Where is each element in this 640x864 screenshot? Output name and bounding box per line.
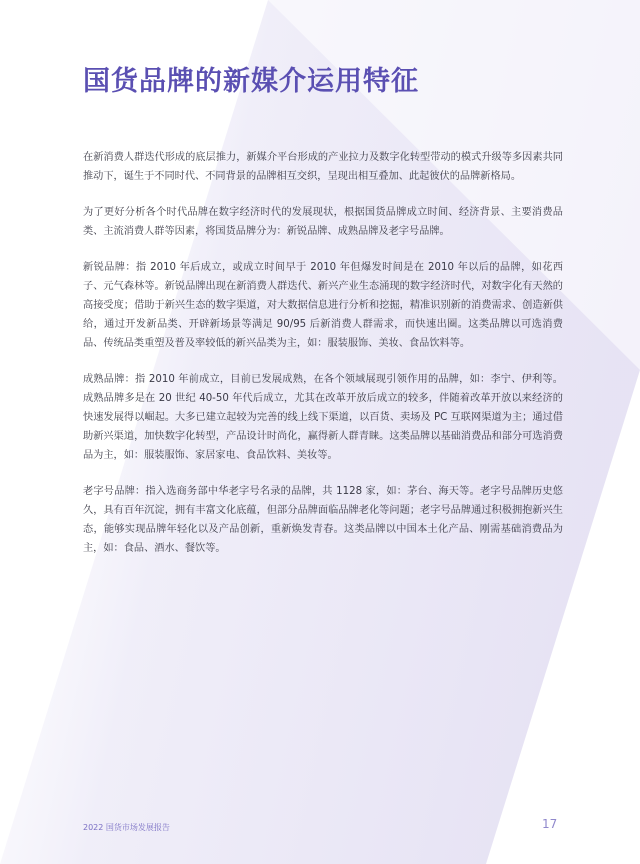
page-content <box>83 64 563 575</box>
paragraph-emerging-brands: 新锐品牌：指 2010 年后成立，或成立时间早于 2010 年但爆发时间是在 2010 年以后的品牌，如花西子、元气森林等。新锐品牌出现在新消费人群迭代、新兴产业生态涌现的数字经济时代，对数字化有天然的高接受度；借助于新兴生态的数字渠道，对大数据信息进行分析和挖掘，精准识别新的消费需求、创造新供给，通过开发新品类、开辟新场景等满足 90/95 后新消费人群需求，而快速出圈。这类品牌以可选消费品、传统品类重塑及普及率较低的新兴品类为主，如：服装服饰、美妆、食品饮料等。 <box>83 262 563 349</box>
footer-report-name: 2022 国货市场发展报告 <box>83 823 170 832</box>
paragraph-intro: 在新消费人群迭代形成的底层推力，新媒介平台形成的产业拉力及数字化转型带动的模式升级等多因素共同推动下，诞生于不同时代、不同背景的品牌相互交织，呈现出相互叠加、此起彼伏的品牌新格局。 <box>83 152 563 182</box>
page-title: 国货品牌的新媒介运用特征 <box>83 66 419 97</box>
paragraph-classification: 为了更好分析各个时代品牌在数字经济时代的发展现状，根据国货品牌成立时间、经济背景、主要消费品类、主流消费人群等因素，将国货品牌分为：新锐品牌、成熟品牌及老字号品牌。 <box>83 207 563 237</box>
paragraph-mature-brands: 成熟品牌：指 2010 年前成立，目前已发展成熟，在各个领域展现引领作用的品牌，如：李宁、伊利等。成熟品牌多是在 20 世纪 40-50 年代后成立，尤其在改革开放后成立的较多，伴随着改革开放以来经济的快速发展得以崛起。大多已建立起较为完善的线上线下渠道，以百货、卖场及 PC 互联网渠道为主；通过借助新兴渠道，加快数字化转型，产品设计时尚化，赢得新人群青睐。这类品牌以基础消费品和部分可选消费品为主，如：服装服饰、家居家电、食品饮料、美妆等。 <box>83 374 563 461</box>
paragraph-heritage-brands: 老字号品牌：指入选商务部中华老字号名录的品牌，共 1128 家，如：茅台、海天等。老字号品牌历史悠久，具有百年沉淀，拥有丰富文化底蕴，但部分品牌面临品牌老化等问题；老字号品牌通过积极拥抱新兴生态，能够实现品牌年轻化以及产品创新，重新焕发青春。这类品牌以中国本土化产品、刚需基础消费品为主，如：食品、酒水、餐饮等。 <box>83 486 563 554</box>
footer-page-number: 17 <box>542 817 558 831</box>
